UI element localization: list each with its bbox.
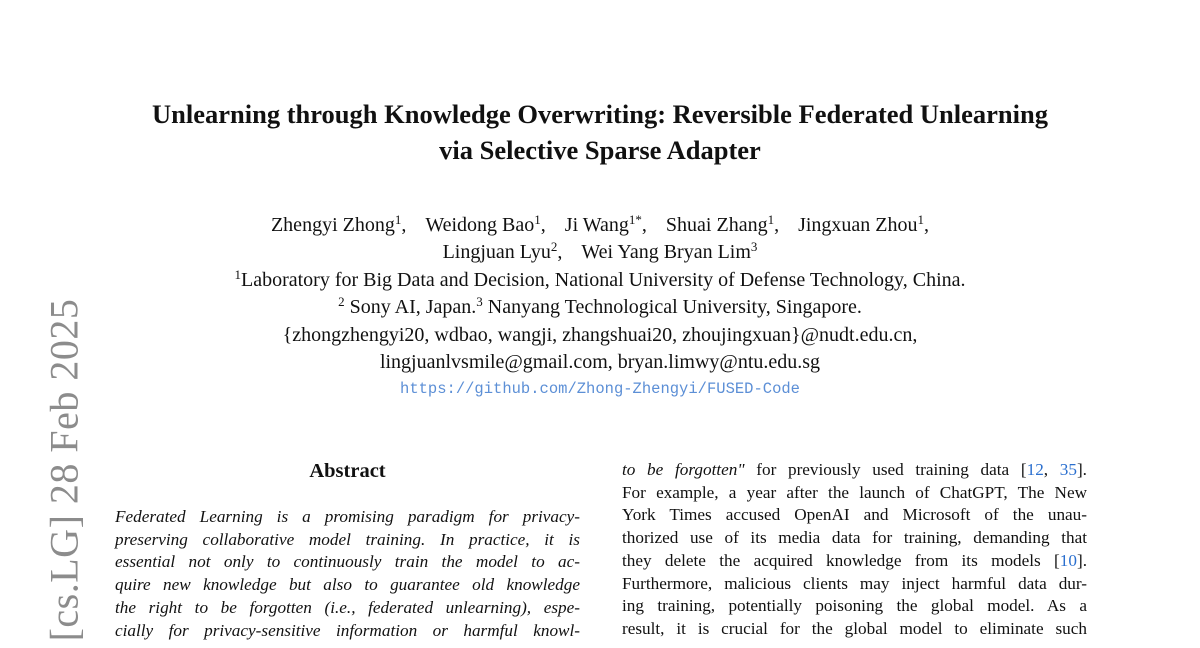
affiliation-2: $^2$ Sony AI, Japan.$^3$ Nanyang Technological University, Singapore. [338, 294, 862, 319]
author-line-2 [100, 239, 1100, 266]
intro-line: to be forgotten" for previously used training data [12, 35]. [622, 460, 1087, 479]
intro-line: ing training, potentially poisoning the global model. As a [622, 596, 1087, 616]
arxiv-stamp-text: [cs.LG] 28 Feb 2025 [41, 298, 87, 642]
abstract-line: cially for privacy-sensitive information or harmful knowl- [115, 620, 580, 640]
code-link[interactable]: https://github.com/Zhong-Zhengyi/FUSED-Code [400, 380, 800, 399]
author: Weidong Bao$^1$, [425, 212, 546, 236]
author: Lingjuan Lyu$^2$, [442, 239, 563, 264]
author-block [100, 212, 1100, 403]
abstract-heading: Abstract [309, 460, 386, 482]
abstract-line: quire new knowledge but also to guarantee old knowledge [115, 575, 580, 595]
title-line: via Selective Sparse Adapter [439, 135, 761, 165]
abstract-line: Federated Learning is a promising paradigm for privacy- [115, 507, 580, 526]
author: Wei Yang Bryan Lim$^3$ [581, 239, 758, 264]
email-line: {zhongzhengyi20, wdbao, wangji, zhangshuai20, zhoujingxuan}@nudt.edu.cn, [282, 323, 918, 346]
intro-line: For example, a year after the launch of ChatGPT, The New [622, 482, 1087, 502]
intro-line: Furthermore, malicious clients may inject harmful data dur- [622, 573, 1087, 593]
citation-link[interactable]: 35 [1059, 460, 1077, 479]
author: Shuai Zhang$^1$, [665, 212, 780, 236]
intro-line: they delete the acquired knowledge from its models [10]. [622, 550, 1087, 570]
affiliation-1: $^1$Laboratory for Big Data and Decision, National University of Defense Technology, China. [234, 266, 966, 291]
intro-line: York Times accused OpenAI and Microsoft of the unau- [622, 505, 1087, 525]
intro-line: thorized use of its media data for training, demanding that [622, 528, 1087, 548]
abstract-line: the right to be forgotten (i.e., federated unlearning), espe- [115, 597, 580, 617]
citation-link[interactable]: 12 [1026, 460, 1044, 479]
title-line: Unlearning through Knowledge Overwriting: Reversible Federated Unlearning [151, 99, 1049, 129]
abstract-text [115, 506, 580, 642]
intro-text [622, 459, 1087, 641]
abstract-line: preserving collaborative model training. In practice, it is [115, 529, 580, 549]
intro-line: result, it is crucial for the global model to eliminate such [622, 618, 1087, 638]
abstract-line: essential not only to continuously train the model to ac- [115, 552, 580, 572]
abstract-column [115, 456, 580, 642]
author: Zhengyi Zhong$^1$, [270, 212, 407, 236]
email-line: lingjuanlvsmile@gmail.com, bryan.limwy@ntu.edu.sg [379, 351, 821, 374]
author: Jingxuan Zhou$^1$, [798, 212, 930, 236]
author-line-1 [100, 212, 1100, 239]
paper-title [100, 96, 1100, 168]
intro-column [622, 459, 1087, 641]
citation-link[interactable]: 10 [1059, 550, 1077, 570]
author: Ji Wang$^{1*}$, [564, 212, 647, 236]
